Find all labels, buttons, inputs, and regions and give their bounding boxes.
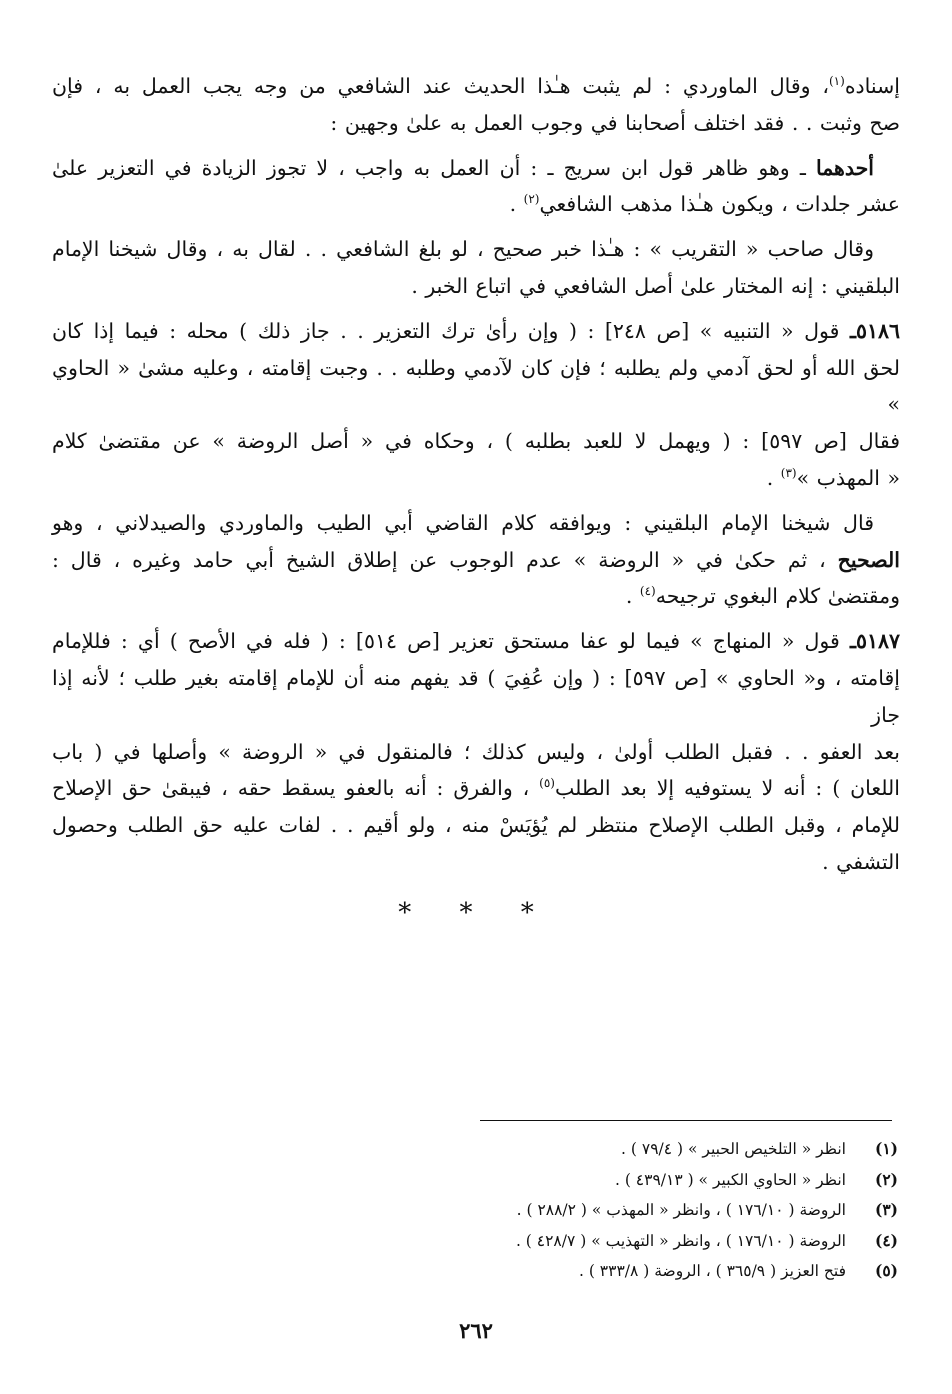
text-line: وقال صاحب « التقريب » : هـٰذا خبر صحيح ، لو بلغ الشافعي . . لقال به ، وقال شيخنا الإمام [52,237,874,262]
paragraph [52,150,900,224]
text-line: فقال [ص ٥٩٧] : ( ويهمل لا للعبد بطلبه ) ، وحكاه في « أصل الروضة » عن مقتضىٰ كلام [52,429,901,454]
text-line: اللعان ) : أنه لا يستوفيه إلا بعد الطلب$^{(٥)}$ ، والفرق : أنه بالعفو يسقط حقه ، فيبقىٰ حق الإصلاح [52,776,901,801]
footnote-number: (٥) [874,1261,898,1280]
text-line: البلقيني : إنه المختار علىٰ أصل الشافعي في اتباع الخبر . [411,273,900,298]
footnotes [420,1134,898,1287]
footnote-divider [480,1120,892,1121]
text-line: التشفي . [822,849,900,874]
footnote-number: (١) [874,1139,898,1158]
text-line: لحق الله أو لحق آدمي ولم يطلبه ؛ فإن كان لآدمي وطلبه . . وجبت إقامته ، وعليه مشىٰ « الحاوي » [52,355,900,417]
text-line: صح وثبت . . فقد اختلف أصحابنا في وجوب العمل به علىٰ وجهين : [330,110,900,135]
page-number: ٢٦٢ [459,1318,493,1343]
footnote-text: فتح العزيز ( ٣٦٥/٩ ) ، الروضة ( ٣٣٣/٨ ) . [578,1262,846,1280]
text-line: ٥١٨٦ـ قول « التنبيه » [ص ٢٤٨] : ( وإن رأىٰ ترك التعزير . . جاز ذلك ) محله : فيما إذا كان [52,318,900,343]
text-line: ومقتضىٰ كلام البغوي ترجيحه$^{(٤)}$ . [625,584,900,609]
section-separator: * * * [398,898,554,928]
footnote [420,1226,898,1257]
footnote-ref[interactable]: (٢) [523,192,540,207]
paragraph [52,68,900,142]
text-line: للإمام ، وقبل الطلب الإصلاح منتظر لم يُؤيَسْ منه ، ولو أقيم . . لفات عليه حق الطلب وحصول [52,813,900,838]
paragraph [52,313,900,497]
text-line: بعد العفو . . فقبل الطلب أولىٰ ، وليس كذلك ؛ فالمنقول في « الروضة » وأصلها في ( باب [52,739,900,764]
footnote [420,1165,898,1196]
footnote-text: الروضة ( ١٧٦/١٠ ) ، وانظر « المهذب » ( ٢٨٨/٢ ) . [516,1201,846,1219]
footnote-text: انظر « الحاوي الكبير » ( ٤٣٩/١٣ ) . [614,1170,846,1189]
footnote-text: الروضة ( ١٧٦/١٠ ) ، وانظر « التهذيب » ( ٤٢٨/٧ ) . [515,1231,846,1250]
footnote-number: (٣) [874,1200,898,1219]
entry-number: ٥١٨٧ـ [849,629,900,654]
footnote [420,1134,898,1165]
main-text [52,68,900,881]
footnote-number: (٤) [874,1230,898,1250]
bold-term: أحدهما [815,155,874,180]
text-line: إسناده$^{(١)}$، وقال الماوردي : لم يثبت هـٰذا الحديث عند الشافعي من وجه يجب العمل به ، فإن [52,74,900,98]
footnote-text: انظر « التلخيص الحبير » ( ٧٩/٤ ) . [621,1140,846,1158]
footnote-number: (٢) [874,1169,898,1189]
text-line: « المهذب »$^{(٣)}$ . [766,465,900,490]
footnote-ref[interactable]: (٤) [639,584,656,599]
text-line: عشر جلدات ، ويكون هـٰذا مذهب الشافعي$^{(٢)}$ . [509,192,900,217]
footnote-ref[interactable]: (١) [828,74,845,89]
entry-number: ٥١٨٦ـ [849,318,900,343]
paragraph [52,231,900,305]
footnote [420,1195,898,1226]
paragraph [52,623,900,881]
paragraph [52,505,900,615]
text-line: الصحيح ، ثم حكىٰ في « الروضة » عدم الوجوب عن إطلاق الشيخ أبي حامد وغيره ، قال : [52,547,900,572]
text-line: أحدهما ـ وهو ظاهر قول ابن سريج ـ : أن العمل به واجب ، لا تجوز الزيادة في التعزير علىٰ [52,155,874,180]
text-line: ٥١٨٧ـ قول « المنهاج » فيما لو عفا مستحق تعزير [ص ٥١٤] : ( فله في الأصح ) أي : فللإمام [52,629,900,654]
text-line: قال شيخنا الإمام البلقيني : ويوافقه كلام القاضي أبي الطيب والماوردي والصيدلاني ، وهو [52,510,874,535]
footnote-ref[interactable]: (٥) [539,776,555,791]
text-line: إقامته ، و« الحاوي » [ص ٥٩٧] : ( وإن عُفِيَ ) قد يفهم منه أن للإمام إقامته بغير طلب ؛ لأنه إذا جاز [52,665,900,727]
bold-term: الصحيح [837,547,900,572]
footnote-ref[interactable]: (٣) [780,466,797,481]
footnote [420,1256,898,1287]
